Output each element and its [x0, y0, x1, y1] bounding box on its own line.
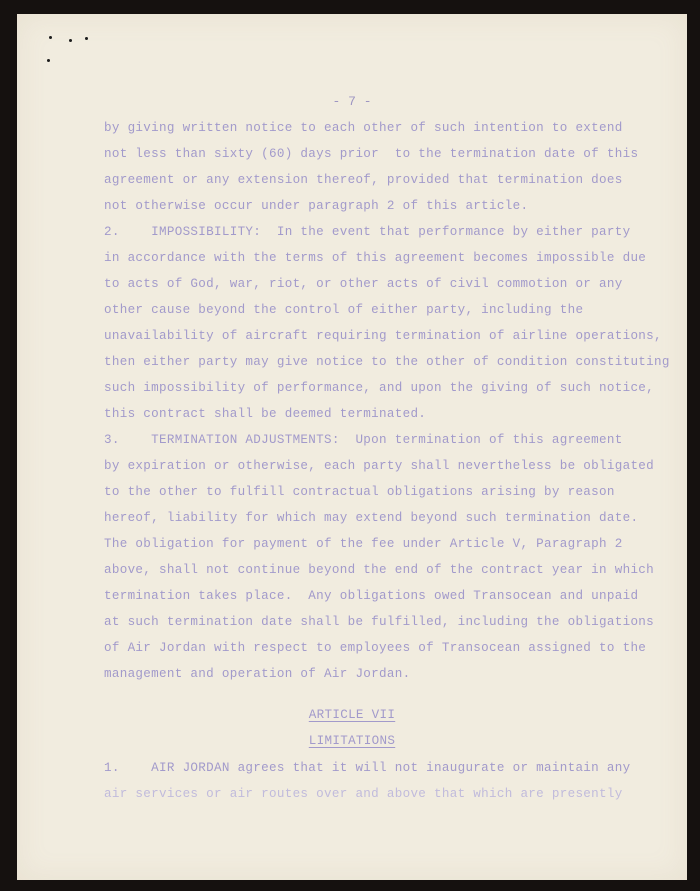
- paragraph-3-heading-line: 3. TERMINATION ADJUSTMENTS: Upon termination of this agreement: [104, 433, 623, 447]
- body-line: above, shall not continue beyond the end of the contract year in which: [104, 563, 655, 577]
- body-line: by expiration or otherwise, each party shall nevertheless be obligated: [104, 459, 655, 473]
- body-line: in accordance with the terms of this agreement becomes impossible due: [104, 251, 647, 265]
- body-line: not less than sixty (60) days prior to the termination date of this: [104, 147, 639, 161]
- body-line: air services or air routes over and above that which are presently: [104, 787, 623, 801]
- body-line: other cause beyond the control of either party, including the: [104, 303, 584, 317]
- body-line: this contract shall be deemed terminated.: [104, 407, 427, 421]
- body-line: The obligation for payment of the fee under Article V, Paragraph 2: [104, 537, 623, 551]
- body-line: agreement or any extension thereof, provided that termination does: [104, 173, 623, 187]
- body-line: such impossibility of performance, and upon the giving of such notice,: [104, 381, 655, 395]
- article-7-paragraph-1-line: 1. AIR JORDAN agrees that it will not inaugurate or maintain any: [104, 761, 631, 775]
- body-line: not otherwise occur under paragraph 2 of this article.: [104, 199, 529, 213]
- body-line: then either party may give notice to the other of condition constituting: [104, 355, 670, 369]
- body-line: hereof, liability for which may extend beyond such termination date.: [104, 511, 639, 525]
- body-line: unavailability of aircraft requiring termination of airline operations,: [104, 329, 662, 343]
- body-line: of Air Jordan with respect to employees of Transocean assigned to the: [104, 641, 647, 655]
- body-line: to acts of God, war, riot, or other acts of civil commotion or any: [104, 277, 623, 291]
- article-subheading: LIMITATIONS: [308, 734, 396, 748]
- body-line: to the other to fulfill contractual obligations arising by reason: [104, 485, 615, 499]
- paragraph-2-heading-line: 2. IMPOSSIBILITY: In the event that performance by either party: [104, 225, 631, 239]
- document-page: [17, 14, 687, 880]
- body-line: by giving written notice to each other of such intention to extend: [104, 121, 623, 135]
- article-heading: ARTICLE VII: [308, 708, 396, 722]
- body-line: termination takes place. Any obligations owed Transocean and unpaid: [104, 589, 639, 603]
- body-line: management and operation of Air Jordan.: [104, 667, 411, 681]
- page-number: - 7 -: [332, 94, 372, 109]
- body-line: at such termination date shall be fulfilled, including the obligations: [104, 615, 655, 629]
